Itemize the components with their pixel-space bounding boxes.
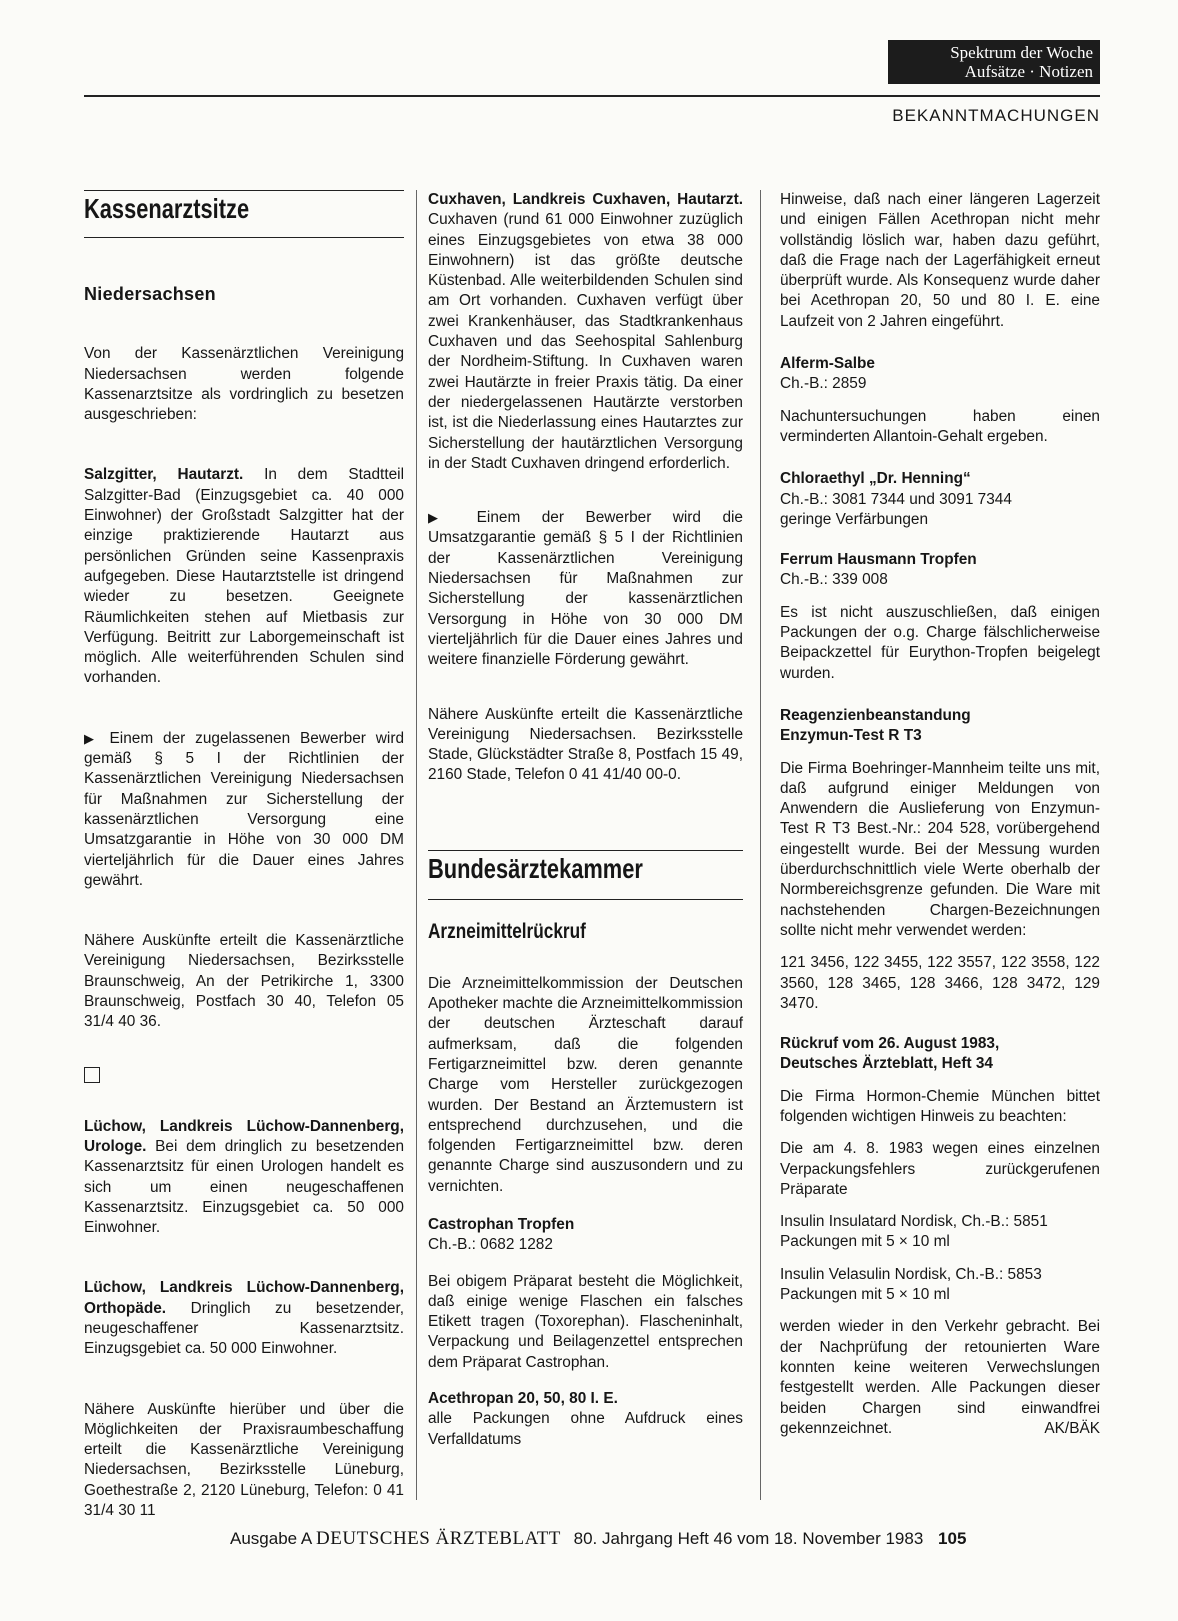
bak-rule-bottom [428, 899, 743, 900]
footer-journal: DEUTSCHES ÄRZTEBLATT [316, 1528, 561, 1549]
column-2 [428, 190, 743, 1450]
rueckruf-heading-1: Rückruf vom 26. August 1983, [780, 1035, 1000, 1053]
insulatard-line-2: Packungen mit 5 × 10 ml [780, 1233, 950, 1251]
auskunft-lueneburg: Nähere Auskünfte hierüber und über die Möglichkeiten der Praxisraumbeschaffung erteilt die Kassenärztliche Vereinigung Niedersachsen, Bezirksstelle Lüneburg, Goethestraße 2, 2120 Lüneburg, Telefon: 0 41 31/4 30 11 [84, 1400, 404, 1520]
header-box-line1: Spektrum der Woche [950, 43, 1093, 62]
reagenz-chargen: 121 3456, 122 3455, 122 3557, 122 3558, 122 3560, 128 3465, 128 3466, 128 3472, 129 3470. [780, 954, 1100, 1012]
page-footer [230, 1528, 966, 1550]
rueckruf-heading-2: Deutsches Ärzteblatt, Heft 34 [780, 1055, 993, 1073]
closing-text: werden wieder in den Verkehr gebracht. Bei der Nachprüfung der retounierten Ware konnten keine weiteren Verwechslungen festgestellt werden. Alle Packungen dieser beiden Chargen sind einwandfrei gekennzeichnet. [780, 1318, 1100, 1437]
title-rule-top [84, 190, 404, 191]
garantie-cuxhaven-paragraph [428, 508, 743, 670]
cuxhaven-text: Cuxhaven (rund 61 000 Einwohner zuzüglich eines Einzugsgebietes von etwa 38 000 Einwohnern) ist das größte deutsche Küstenbad. Alle weiterbildenden Schulen sind am Ort vorhanden. Cuxhaven verfügt über zwei Krankenhäuser, das Stadtkrankenhaus Cuxhaven und das Seehospital Sahlenburg der Nordheim-Stiftung. In Cuxhaven waren zwei Hautärzte in freier Praxis tätig. Da einer der niedergelassenen Hautärzte verstorben ist, ist die Niederlassung eines Hautarztes zur Sicherstellung der hautärztlichen Versorgung in der Stadt Cuxhaven dringend erforderlich. [428, 211, 743, 472]
bak-rule-top [428, 850, 743, 851]
title-rule-bottom [84, 237, 404, 238]
luechow-ortho-heading: Lüchow, Landkreis Lüchow-Dannenberg, Orthopäde. [84, 1279, 404, 1317]
column-divider-2 [760, 190, 761, 1500]
closing-signature: AK/BÄK [1044, 1420, 1100, 1438]
column-1 [84, 190, 404, 1521]
footer-page-number: 105 [938, 1529, 967, 1548]
kassenarztsitze-title: Kassenarztsitze [84, 193, 250, 224]
bundesaerztekammer-title: Bundesärztekammer [428, 852, 643, 884]
luechow-urologe-text: Bei dem dringlich zu besetzenden Kassenarztsitz für einen Urologen handelt es sich um einen neugeschaffenen Kassenarztsitz. Einzugsgebiet ca. 50 000 Einwohner. [84, 1137, 404, 1237]
luechow-ortho-paragraph [84, 1278, 404, 1359]
rueckruf-text-2: Die am 4. 8. 1983 wegen eines einzelnen Verpackungsfehlers zurückgerufenen Präparate [780, 1140, 1100, 1198]
bak-intro-paragraph: Die Arzneimittelkommission der Deutschen Apotheker machte die Arzneimittelkommission der deutschen Ärzteschaft darauf aufmerksam, daß die folgenden Fertigarzneimittel bzw. deren genannte Charge vom Hersteller zurückgezogen wurden. Der Bestand an Ärztemustern ist entsprechend durchzusehen, und die folgenden Fertigarzneimittel bzw. deren genannte Charge sind auszusondern und zu vernichten. [428, 974, 743, 1195]
alferm-name: Alferm-Salbe [780, 355, 875, 373]
garantie-text: Einem der zugelassenen Bewerber wird gemäß § 5 I der Richtlinien der Kassenärztlichen Vereinigung Niedersachsen für Maßnahmen zur Sicherstellung der kassenärztlichen Versorgung eine Umsatzgarantie in Höhe von 30 000 DM vierteljährlich für die Dauer eines Jahres gewährt. [84, 729, 405, 889]
velasulin-line-1: Insulin Velasulin Nordisk, Ch.-B.: 5853 [780, 1265, 1042, 1283]
auskunft-braunschweig: Nähere Auskünfte erteilt die Kassenärztliche Vereinigung Niedersachsen, Bezirksstelle Braunschweig, An der Petrikirche 1, 3300 Braunschweig, Postfach 30 40, Telefon 05 31/4 40 36. [84, 932, 404, 1031]
chloraethyl-name: Chloraethyl „Dr. Henning“ [780, 470, 971, 488]
luechow-urologe-heading: Lüchow, Landkreis Lüchow-Dannenberg, Urologe. [84, 1117, 404, 1155]
luechow-ortho-text: Dringlich zu besetzender, neugeschaffener Kassenarztsitz. Einzugsgebiet ca. 50 000 Einwohner. [84, 1299, 404, 1358]
velasulin-line-2: Packungen mit 5 × 10 ml [780, 1286, 950, 1304]
footer-issue: 80. Jahrgang Heft 46 vom 18. November 1983 [573, 1529, 924, 1548]
reagenz-text: Die Firma Boehringer-Mannheim teilte uns mit, daß aufgrund einiger Meldungen von Anwendern die Auslieferung von Enzymun-Test R T3 Best.-Nr.: 204 528, vorübergehend eingestellt wurde. Bei der Messung wurden überdurchschnittlich viele Werte oberhalb der Normbereichsgrenze gefunden. Die Ware mit nachstehenden Chargen-Bezeichnungen sollte nicht mehr verwendet werden: [780, 759, 1100, 939]
cuxhaven-heading: Cuxhaven, Landkreis Cuxhaven, Hautarzt. [428, 191, 743, 208]
alferm-text: Nachuntersuchungen haben einen verminderten Allantoin-Gehalt ergeben. [780, 407, 1100, 445]
castrophan-text: Bei obigem Präparat besteht die Möglichkeit, daß einige wenige Flaschen ein falsches Etikett tragen (Toxorephan). Flascheninhalt, Verpackung und Beilagenzettel entsprechen dem Präparat Castrophan. [428, 1272, 743, 1371]
header-rule [84, 95, 1100, 97]
header-box-line2: Aufsätze · Notizen [964, 62, 1093, 81]
rueckruf-text: Die Firma Hormon-Chemie München bittet folgenden wichtigen Hinweis zu beachten: [780, 1087, 1100, 1125]
square-separator-icon [84, 1067, 100, 1083]
ferrum-name: Ferrum Hausmann Tropfen [780, 551, 977, 569]
reagenz-heading-2: Enzymun-Test R T3 [780, 727, 922, 745]
castrophan-charge: Ch.-B.: 0682 1282 [428, 1236, 553, 1254]
acethropan-text: alle Packungen ohne Aufdruck eines Verfalldatums [428, 1410, 743, 1448]
insulatard-line-1: Insulin Insulatard Nordisk, Ch.-B.: 5851 [780, 1213, 1048, 1231]
acethropan-name: Acethropan 20, 50, 80 I. E. [428, 1390, 618, 1408]
cuxhaven-paragraph [428, 190, 743, 474]
luechow-urologe-paragraph [84, 1117, 404, 1239]
salzgitter-heading: Salzgitter, Hautarzt. [84, 466, 244, 484]
auskunft-stade: Nähere Auskünfte erteilt die Kassenärztliche Vereinigung Niedersachsen. Bezirksstelle Stade, Glückstädter Straße 8, Postfach 15 49, 2160 Stade, Telefon 0 41 41/40 00-0. [428, 705, 743, 784]
ferrum-text: Es ist nicht auszuschließen, daß einigen Packungen der o.g. Charge fälschlicherweise Beipackzettel für Eurython-Tropfen beigelegt wurden. [780, 603, 1100, 682]
garantie-paragraph [84, 729, 404, 891]
acethropan-continued: Hinweise, daß nach einer längeren Lagerzeit und einigen Fällen Acethropan nicht mehr vollständig löslich war, haben dazu geführt, daß die Frage nach der Lagerfähigkeit erneut überprüft wurde. Als Konsequenz wurde daher bei Acethropan 20, 50 und 80 I. E. eine Laufzeit von 2 Jahren eingeführt. [780, 191, 1100, 330]
chloraethyl-text: geringe Verfärbungen [780, 510, 929, 528]
triangle-bullet-icon: ▶ [428, 510, 456, 526]
salzgitter-paragraph [84, 465, 404, 688]
triangle-bullet-icon: ▶ [84, 730, 100, 746]
column-divider-1 [416, 190, 417, 1500]
alferm-charge: Ch.-B.: 2859 [780, 375, 867, 393]
arzneimittelrueckruf-heading: Arzneimittelrückruf [428, 919, 586, 943]
garantie-cuxhaven-text: Einem der Bewerber wird die Umsatzgarantie gemäß § 5 I der Richtlinien der Kassenärztlichen Vereinigung Niedersachsen für Maßnahmen zur Sicherstellung der kassenärztlichen Versorgung in Höhe von 30 000 DM vierteljährlich für die Dauer eines Jahres und weitere finanzielle Förderung gewährt. [428, 509, 743, 669]
region-heading: Niedersachsen [84, 284, 216, 304]
ferrum-charge: Ch.-B.: 339 008 [780, 571, 888, 589]
castrophan-name: Castrophan Tropfen [428, 1215, 575, 1233]
reagenz-heading-1: Reagenzienbeanstandung [780, 706, 971, 724]
header-section-box [888, 40, 1100, 84]
intro-paragraph: Von der Kassenärztlichen Vereinigung Niedersachsen werden folgende Kassenarztsitze als vordringlich zu besetzen ausgeschrieben: [84, 345, 404, 424]
chloraethyl-charge: Ch.-B.: 3081 7344 und 3091 7344 [780, 490, 1012, 508]
footer-edition: Ausgabe A [230, 1529, 312, 1548]
column-3 [780, 190, 1100, 1439]
salzgitter-text: In dem Stadtteil Salzgitter-Bad (Einzugsgebiet ca. 40 000 Einwohner) der Großstadt Salzgitter hat der einzige praktizierende Hautarzt aus persönlichen Gründen seine Kassenpraxis aufgegeben. Diese Hautarztstelle ist dringend wieder zu besetzen. Geeignete Räumlichkeiten stehen auf Mietbasis zur Verfügung. Beitritt zur Laborgemeinschaft ist möglich. Alle weiterführenden Schulen sind vorhanden. [84, 466, 404, 687]
section-label: BEKANNTMACHUNGEN [892, 106, 1100, 125]
